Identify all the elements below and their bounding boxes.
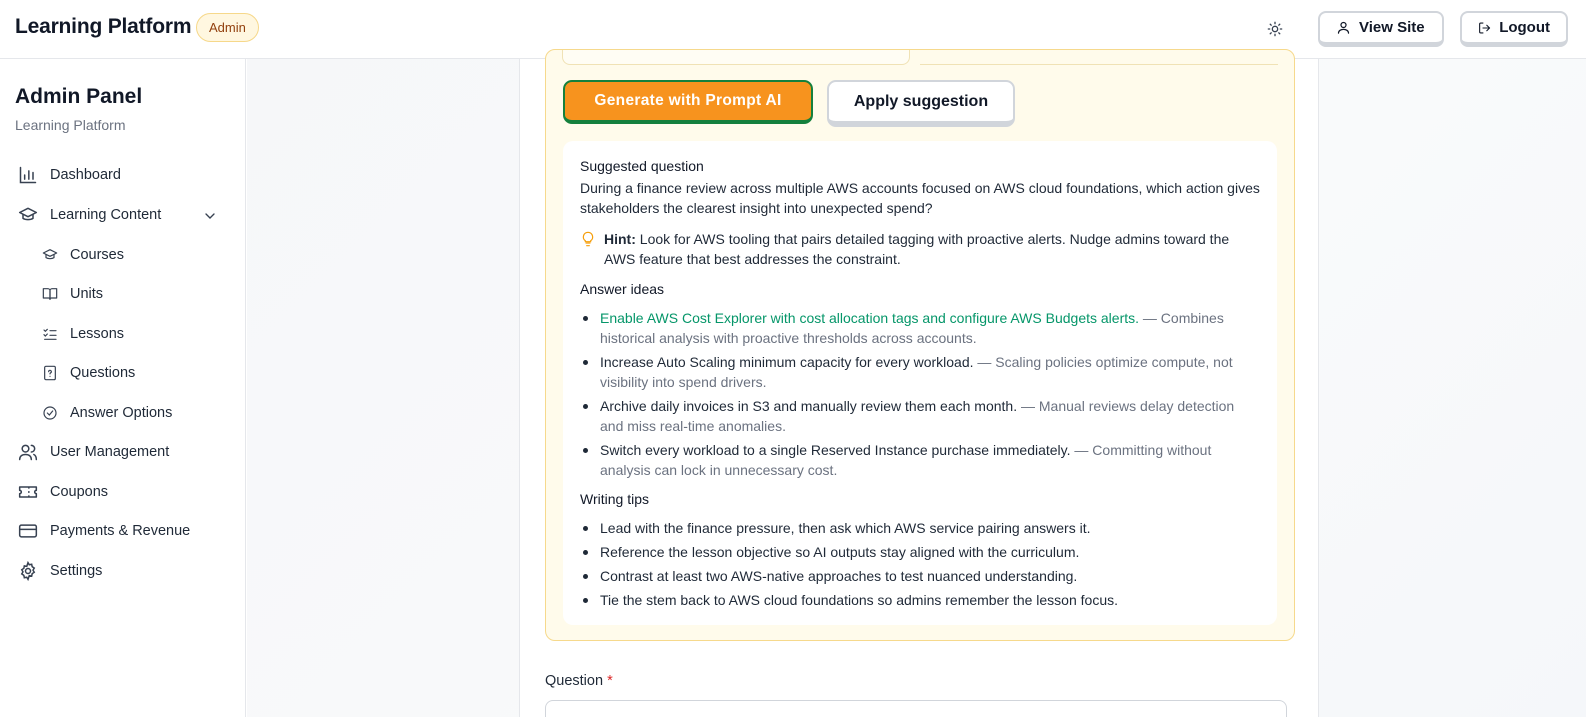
sidebar-item-courses[interactable] bbox=[42, 241, 124, 269]
sidebar-item-payments[interactable] bbox=[18, 517, 190, 545]
panel-subtitle: Learning Platform bbox=[15, 117, 126, 133]
list-item bbox=[600, 352, 1250, 392]
graduation-cap-icon bbox=[42, 247, 58, 263]
hint-content bbox=[604, 229, 1260, 269]
graduation-cap-icon bbox=[18, 205, 38, 225]
user-icon bbox=[1336, 20, 1351, 35]
answer-reason: — Scaling policies optimize compute, not visibility into spend drivers. bbox=[600, 354, 1233, 390]
sidebar-item-lessons[interactable] bbox=[42, 320, 124, 348]
logout-label: Logout bbox=[1499, 19, 1550, 36]
sidebar-item-questions[interactable] bbox=[42, 359, 135, 387]
gear-icon bbox=[18, 561, 38, 581]
question-form-card bbox=[519, 59, 1319, 717]
hint-label: Hint: bbox=[604, 231, 636, 247]
ai-suggestion-panel bbox=[545, 49, 1295, 641]
writing-tips-list bbox=[600, 518, 1250, 614]
question-label bbox=[545, 673, 613, 689]
credit-card-icon bbox=[18, 521, 38, 541]
main-area bbox=[247, 59, 1586, 717]
answer-text: Enable AWS Cost Explorer with cost allocation tags and configure AWS Budgets alerts. bbox=[600, 310, 1140, 326]
sidebar-item-label: Learning Content bbox=[50, 207, 162, 223]
generate-ai-button[interactable]: Generate with Prompt AI bbox=[563, 80, 813, 124]
sidebar-item-label: Answer Options bbox=[70, 405, 173, 421]
answer-text: Increase Auto Scaling minimum capacity for every workload. bbox=[600, 354, 974, 370]
answer-reason: — Committing without analysis can lock in unnecessary cost. bbox=[600, 442, 1212, 478]
sidebar-item-answer-options[interactable] bbox=[42, 399, 172, 427]
lightbulb-icon bbox=[580, 230, 596, 248]
sidebar-item-dashboard[interactable] bbox=[18, 161, 121, 189]
list-item bbox=[600, 396, 1250, 436]
sidebar-item-settings[interactable] bbox=[18, 557, 102, 585]
sidebar-item-label: Settings bbox=[50, 563, 103, 579]
sidebar-item-learning-content[interactable] bbox=[18, 201, 161, 229]
list-item: Tie the stem back to AWS cloud foundations so admins remember the lesson focus. bbox=[600, 590, 1250, 610]
sidebar bbox=[0, 59, 246, 717]
users-icon bbox=[18, 442, 38, 462]
suggestion-box bbox=[563, 141, 1277, 625]
answer-reason: — Combines historical analysis with proactive thresholds across accounts. bbox=[600, 310, 1224, 346]
sidebar-item-units[interactable] bbox=[42, 280, 103, 308]
suggested-question-text: During a finance review across multiple AWS accounts focused on AWS cloud foundations, which action gives stakeholders the clearest insight into unexpected spend? bbox=[580, 180, 1260, 216]
question-label-text: Question bbox=[545, 673, 604, 689]
list-item bbox=[600, 440, 1250, 480]
list-item bbox=[600, 308, 1250, 348]
sidebar-item-label: Coupons bbox=[50, 484, 109, 500]
sidebar-item-label: Questions bbox=[70, 365, 136, 381]
sidebar-item-label: Lessons bbox=[70, 326, 125, 342]
answer-ideas-list bbox=[600, 308, 1250, 484]
logout-icon bbox=[1478, 20, 1491, 36]
panel-title: Admin Panel bbox=[15, 85, 143, 108]
view-site-label: View Site bbox=[1359, 19, 1425, 36]
hint-row bbox=[580, 229, 1260, 269]
ai-prompt-divider bbox=[920, 50, 1278, 65]
sidebar-item-user-management[interactable] bbox=[18, 438, 169, 466]
sidebar-item-label: Units bbox=[70, 286, 104, 302]
role-badge: Admin bbox=[196, 13, 259, 42]
sidebar-item-label: User Management bbox=[50, 444, 170, 460]
view-site-button[interactable] bbox=[1318, 11, 1444, 47]
bar-chart-icon bbox=[18, 165, 38, 185]
sidebar-item-label: Payments & Revenue bbox=[50, 523, 191, 539]
file-question-icon bbox=[42, 365, 58, 381]
required-mark: * bbox=[607, 673, 613, 689]
answer-ideas-heading: Answer ideas bbox=[580, 281, 665, 297]
logout-button[interactable] bbox=[1460, 11, 1568, 47]
list-item: Contrast at least two AWS-native approaches to test nuanced understanding. bbox=[600, 566, 1250, 586]
theme-toggle-button[interactable] bbox=[1262, 16, 1288, 42]
brand-title[interactable]: Learning Platform bbox=[15, 15, 192, 38]
check-circle-icon bbox=[42, 405, 58, 421]
ticket-icon bbox=[18, 482, 38, 502]
book-open-icon bbox=[42, 286, 58, 302]
hint-text: Look for AWS tooling that pairs detailed tagging with proactive alerts. Nudge admins toward the AWS feature that best addresses the constraint. bbox=[604, 231, 1230, 267]
sidebar-item-coupons[interactable] bbox=[18, 478, 108, 506]
answer-text: Archive daily invoices in S3 and manually review them each month. bbox=[600, 398, 1018, 414]
writing-tips-heading: Writing tips bbox=[580, 491, 649, 507]
ai-prompt-input[interactable] bbox=[562, 50, 910, 65]
suggested-question-heading: Suggested question bbox=[580, 158, 704, 174]
answer-text: Switch every workload to a single Reserved Instance purchase immediately. bbox=[600, 442, 1071, 458]
sidebar-item-label: Dashboard bbox=[50, 167, 121, 183]
list-item: Reference the lesson objective so AI outputs stay aligned with the curriculum. bbox=[600, 542, 1250, 562]
sun-icon bbox=[1267, 21, 1283, 37]
answer-reason: — Manual reviews delay detection and miss real-time anomalies. bbox=[600, 398, 1235, 434]
sidebar-item-label: Courses bbox=[70, 247, 124, 263]
list-item: Lead with the finance pressure, then ask which AWS service pairing answers it. bbox=[600, 518, 1250, 538]
list-checks-icon bbox=[42, 326, 58, 342]
question-input[interactable] bbox=[545, 700, 1287, 717]
apply-suggestion-button[interactable]: Apply suggestion bbox=[827, 80, 1015, 127]
chevron-down-icon[interactable] bbox=[202, 208, 218, 224]
